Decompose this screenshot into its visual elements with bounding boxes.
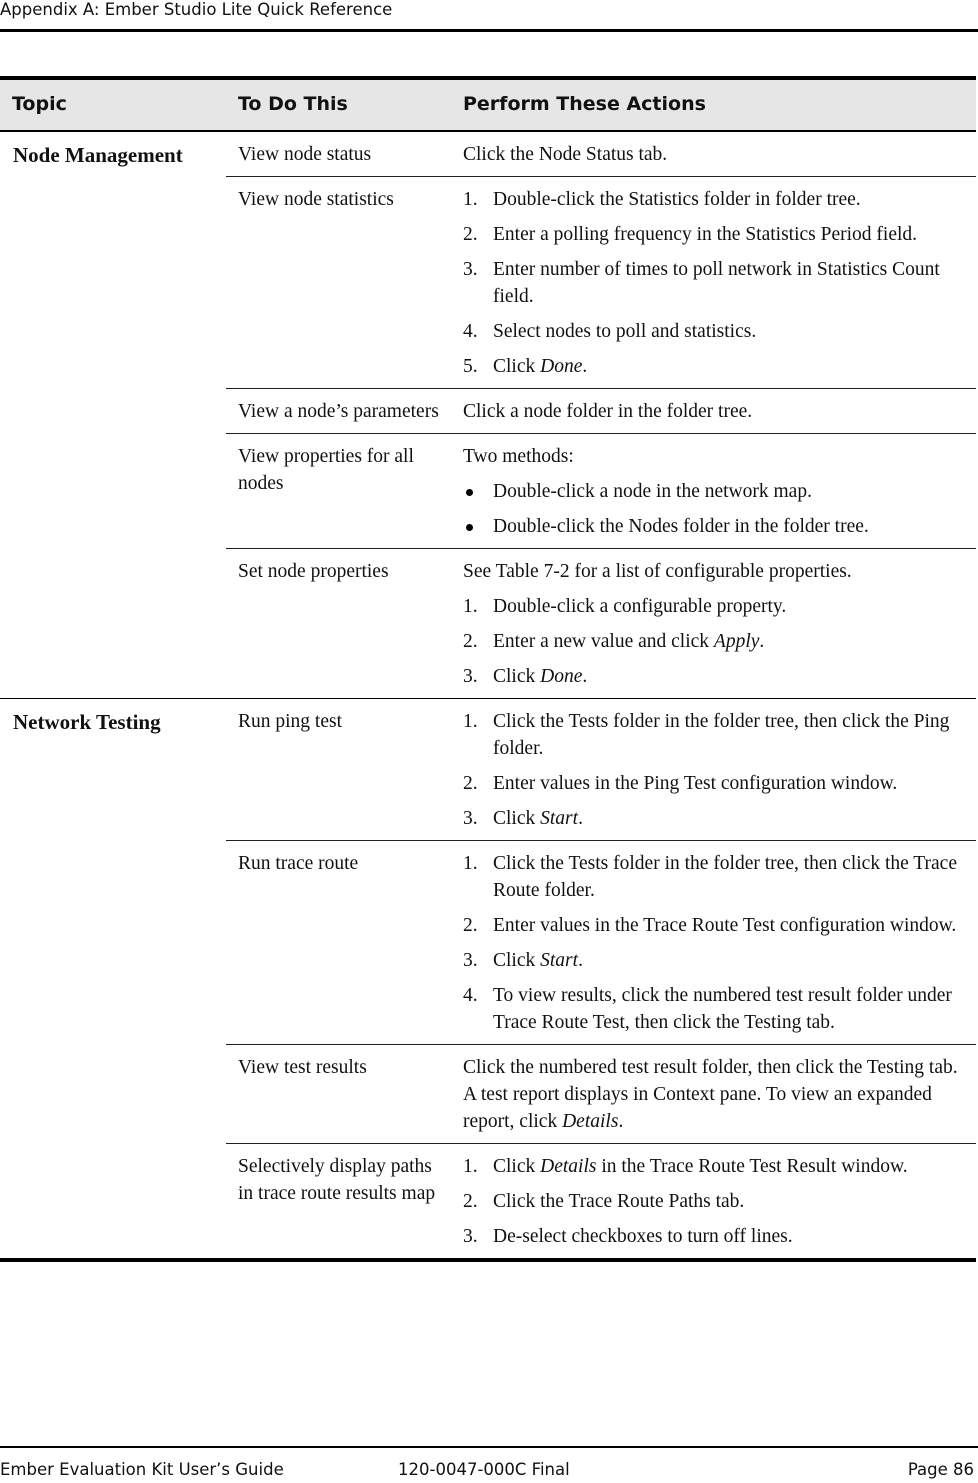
step-number: 3. (463, 1226, 478, 1247)
action-text-part: To view results, click the numbered test result folder under Trace Route Test, then click the Testing tab. (493, 985, 952, 1033)
step-number: 4. (463, 985, 478, 1006)
header-rule (0, 29, 978, 32)
step-item (463, 850, 968, 904)
action-text-part: See Table 7-2 for a list of configurable properties. (463, 561, 852, 582)
action-text-part: Click a node folder in the folder tree. (463, 401, 753, 422)
action-text (463, 1054, 968, 1135)
task-cell: Set node properties (238, 561, 389, 582)
task-cell: Run trace route (238, 853, 359, 874)
emphasized-ui-term: Done (540, 666, 583, 687)
action-text-part: Enter values in the Trace Route Test configuration window. (493, 915, 957, 936)
emphasized-ui-term: Start (540, 950, 579, 971)
actions-cell (463, 699, 976, 840)
table-row (226, 132, 976, 177)
action-text-part: Enter values in the Ping Test configuration window. (493, 773, 898, 794)
action-text-part: Double-click a configurable property. (493, 596, 787, 617)
action-text-part: Click the Trace Route Paths tab. (493, 1191, 745, 1212)
table-row (226, 699, 976, 841)
action-text-tail: . (759, 631, 765, 652)
step-item (463, 256, 968, 310)
action-text-tail: . (618, 1111, 624, 1132)
actions-cell (463, 1045, 976, 1143)
step-number: 2. (463, 224, 478, 245)
actions-cell (463, 132, 976, 176)
step-item (463, 221, 968, 248)
step-item (463, 628, 968, 655)
action-text (463, 398, 968, 425)
table-row (226, 549, 976, 698)
step-number: 1. (463, 189, 478, 210)
actions-cell (463, 434, 976, 548)
bullet-item (463, 513, 968, 540)
action-text-part: Two methods: (463, 446, 574, 467)
table-row (226, 389, 976, 434)
bullet-item (463, 478, 968, 505)
footer-rule (0, 1446, 978, 1448)
column-header-to-do-this: To Do This (238, 93, 348, 115)
task-cell: Selectively display paths in trace route results map (238, 1156, 436, 1204)
task-cell: View a node’s parameters (238, 401, 439, 422)
step-item (463, 912, 968, 939)
action-text-part: Click (493, 1156, 541, 1177)
step-number: 3. (463, 808, 478, 829)
action-text-part: Click the Node Status tab. (463, 144, 668, 165)
step-number: 2. (463, 773, 478, 794)
action-text-part: Click (493, 950, 541, 971)
topic-label: Network Testing (13, 710, 161, 734)
table-body (0, 132, 976, 1262)
topic-label: Node Management (13, 143, 183, 167)
running-header: Appendix A: Ember Studio Lite Quick Reference (0, 0, 393, 19)
action-text-part: Double-click a node in the network map. (493, 481, 812, 502)
emphasized-ui-term: Details (540, 1156, 597, 1177)
column-header-actions: Perform These Actions (463, 93, 706, 115)
table-row (226, 434, 976, 549)
topic-group (0, 699, 976, 1262)
quick-reference-table (0, 76, 976, 1262)
step-number: 2. (463, 1191, 478, 1212)
task-cell: View properties for all nodes (238, 446, 414, 494)
step-number: 1. (463, 596, 478, 617)
emphasized-ui-term: Done (540, 356, 583, 377)
footer-doc-number: 120-0047-000C Final (398, 1460, 570, 1479)
task-cell: View node statistics (238, 189, 394, 210)
task-rows (226, 132, 976, 698)
action-text-part: Double-click the Nodes folder in the folder tree. (493, 516, 869, 537)
step-number: 1. (463, 853, 478, 874)
action-text-part: Enter number of times to poll network in Statistics Count field. (493, 259, 940, 307)
action-text-tail: . (578, 808, 583, 829)
actions-cell (463, 1144, 976, 1258)
step-item (463, 982, 968, 1036)
table-row (226, 841, 976, 1045)
actions-cell (463, 177, 976, 388)
step-number: 1. (463, 711, 478, 732)
step-number: 3. (463, 666, 478, 687)
step-number: 1. (463, 1156, 478, 1177)
action-text-part: Select nodes to poll and statistics. (493, 321, 757, 342)
action-text-part: Click (493, 666, 541, 687)
emphasized-ui-term: Details (562, 1111, 619, 1132)
table-row (226, 1045, 976, 1144)
footer-guide-title: Ember Evaluation Kit User’s Guide (0, 1460, 284, 1479)
action-text-tail: . (582, 356, 588, 377)
action-text-part: Click the numbered test result folder, then click the Testing tab. A test report displays in Context pane. To view an expanded report, click (463, 1057, 958, 1132)
step-number: 5. (463, 356, 478, 377)
action-text-part: De-select checkboxes to turn off lines. (493, 1226, 793, 1247)
topic-group (0, 132, 976, 699)
action-text-tail: in the Trace Route Test Result window. (596, 1156, 908, 1177)
step-number: 2. (463, 915, 478, 936)
actions-cell (463, 841, 976, 1044)
step-item (463, 186, 968, 213)
footer-page-number: Page 86 (907, 1460, 974, 1479)
task-cell: View node status (238, 144, 372, 165)
emphasized-ui-term: Start (540, 808, 579, 829)
action-text-tail: . (582, 666, 588, 687)
action-text-part: Enter a polling frequency in the Statistics Period field. (493, 224, 918, 245)
action-text-tail: . (578, 950, 583, 971)
bullet-dot (466, 489, 473, 496)
table-header-row (0, 80, 976, 132)
action-text-part: Double-click the Statistics folder in folder tree. (493, 189, 861, 210)
step-number: 4. (463, 321, 478, 342)
step-item (463, 1153, 968, 1180)
action-text-part: Click the Tests folder in the folder tree, then click the Trace Route folder. (493, 853, 957, 901)
step-item (463, 663, 968, 690)
column-header-topic: Topic (12, 93, 67, 115)
action-text-part: Enter a new value and click (493, 631, 714, 652)
task-rows (226, 699, 976, 1258)
table-row (226, 1144, 976, 1258)
step-number: 2. (463, 631, 478, 652)
bullet-dot (466, 524, 473, 531)
action-text-part: Click (493, 356, 541, 377)
step-item (463, 318, 968, 345)
step-number: 3. (463, 950, 478, 971)
task-cell: Run ping test (238, 711, 343, 732)
step-item (463, 770, 968, 797)
step-item (463, 947, 968, 974)
table-row (226, 177, 976, 389)
step-item (463, 593, 968, 620)
step-item (463, 353, 968, 380)
step-number: 3. (463, 259, 478, 280)
emphasized-ui-term: Apply (713, 631, 760, 652)
action-text-part: Click (493, 808, 541, 829)
action-text (463, 141, 968, 168)
actions-cell (463, 549, 976, 698)
task-cell: View test results (238, 1057, 367, 1078)
action-text (463, 443, 968, 470)
step-item (463, 1223, 968, 1250)
action-text-part: Click the Tests folder in the folder tree, then click the Ping folder. (493, 711, 950, 759)
actions-cell (463, 389, 976, 433)
step-item (463, 1188, 968, 1215)
step-item (463, 805, 968, 832)
step-item (463, 708, 968, 762)
action-text (463, 558, 968, 585)
